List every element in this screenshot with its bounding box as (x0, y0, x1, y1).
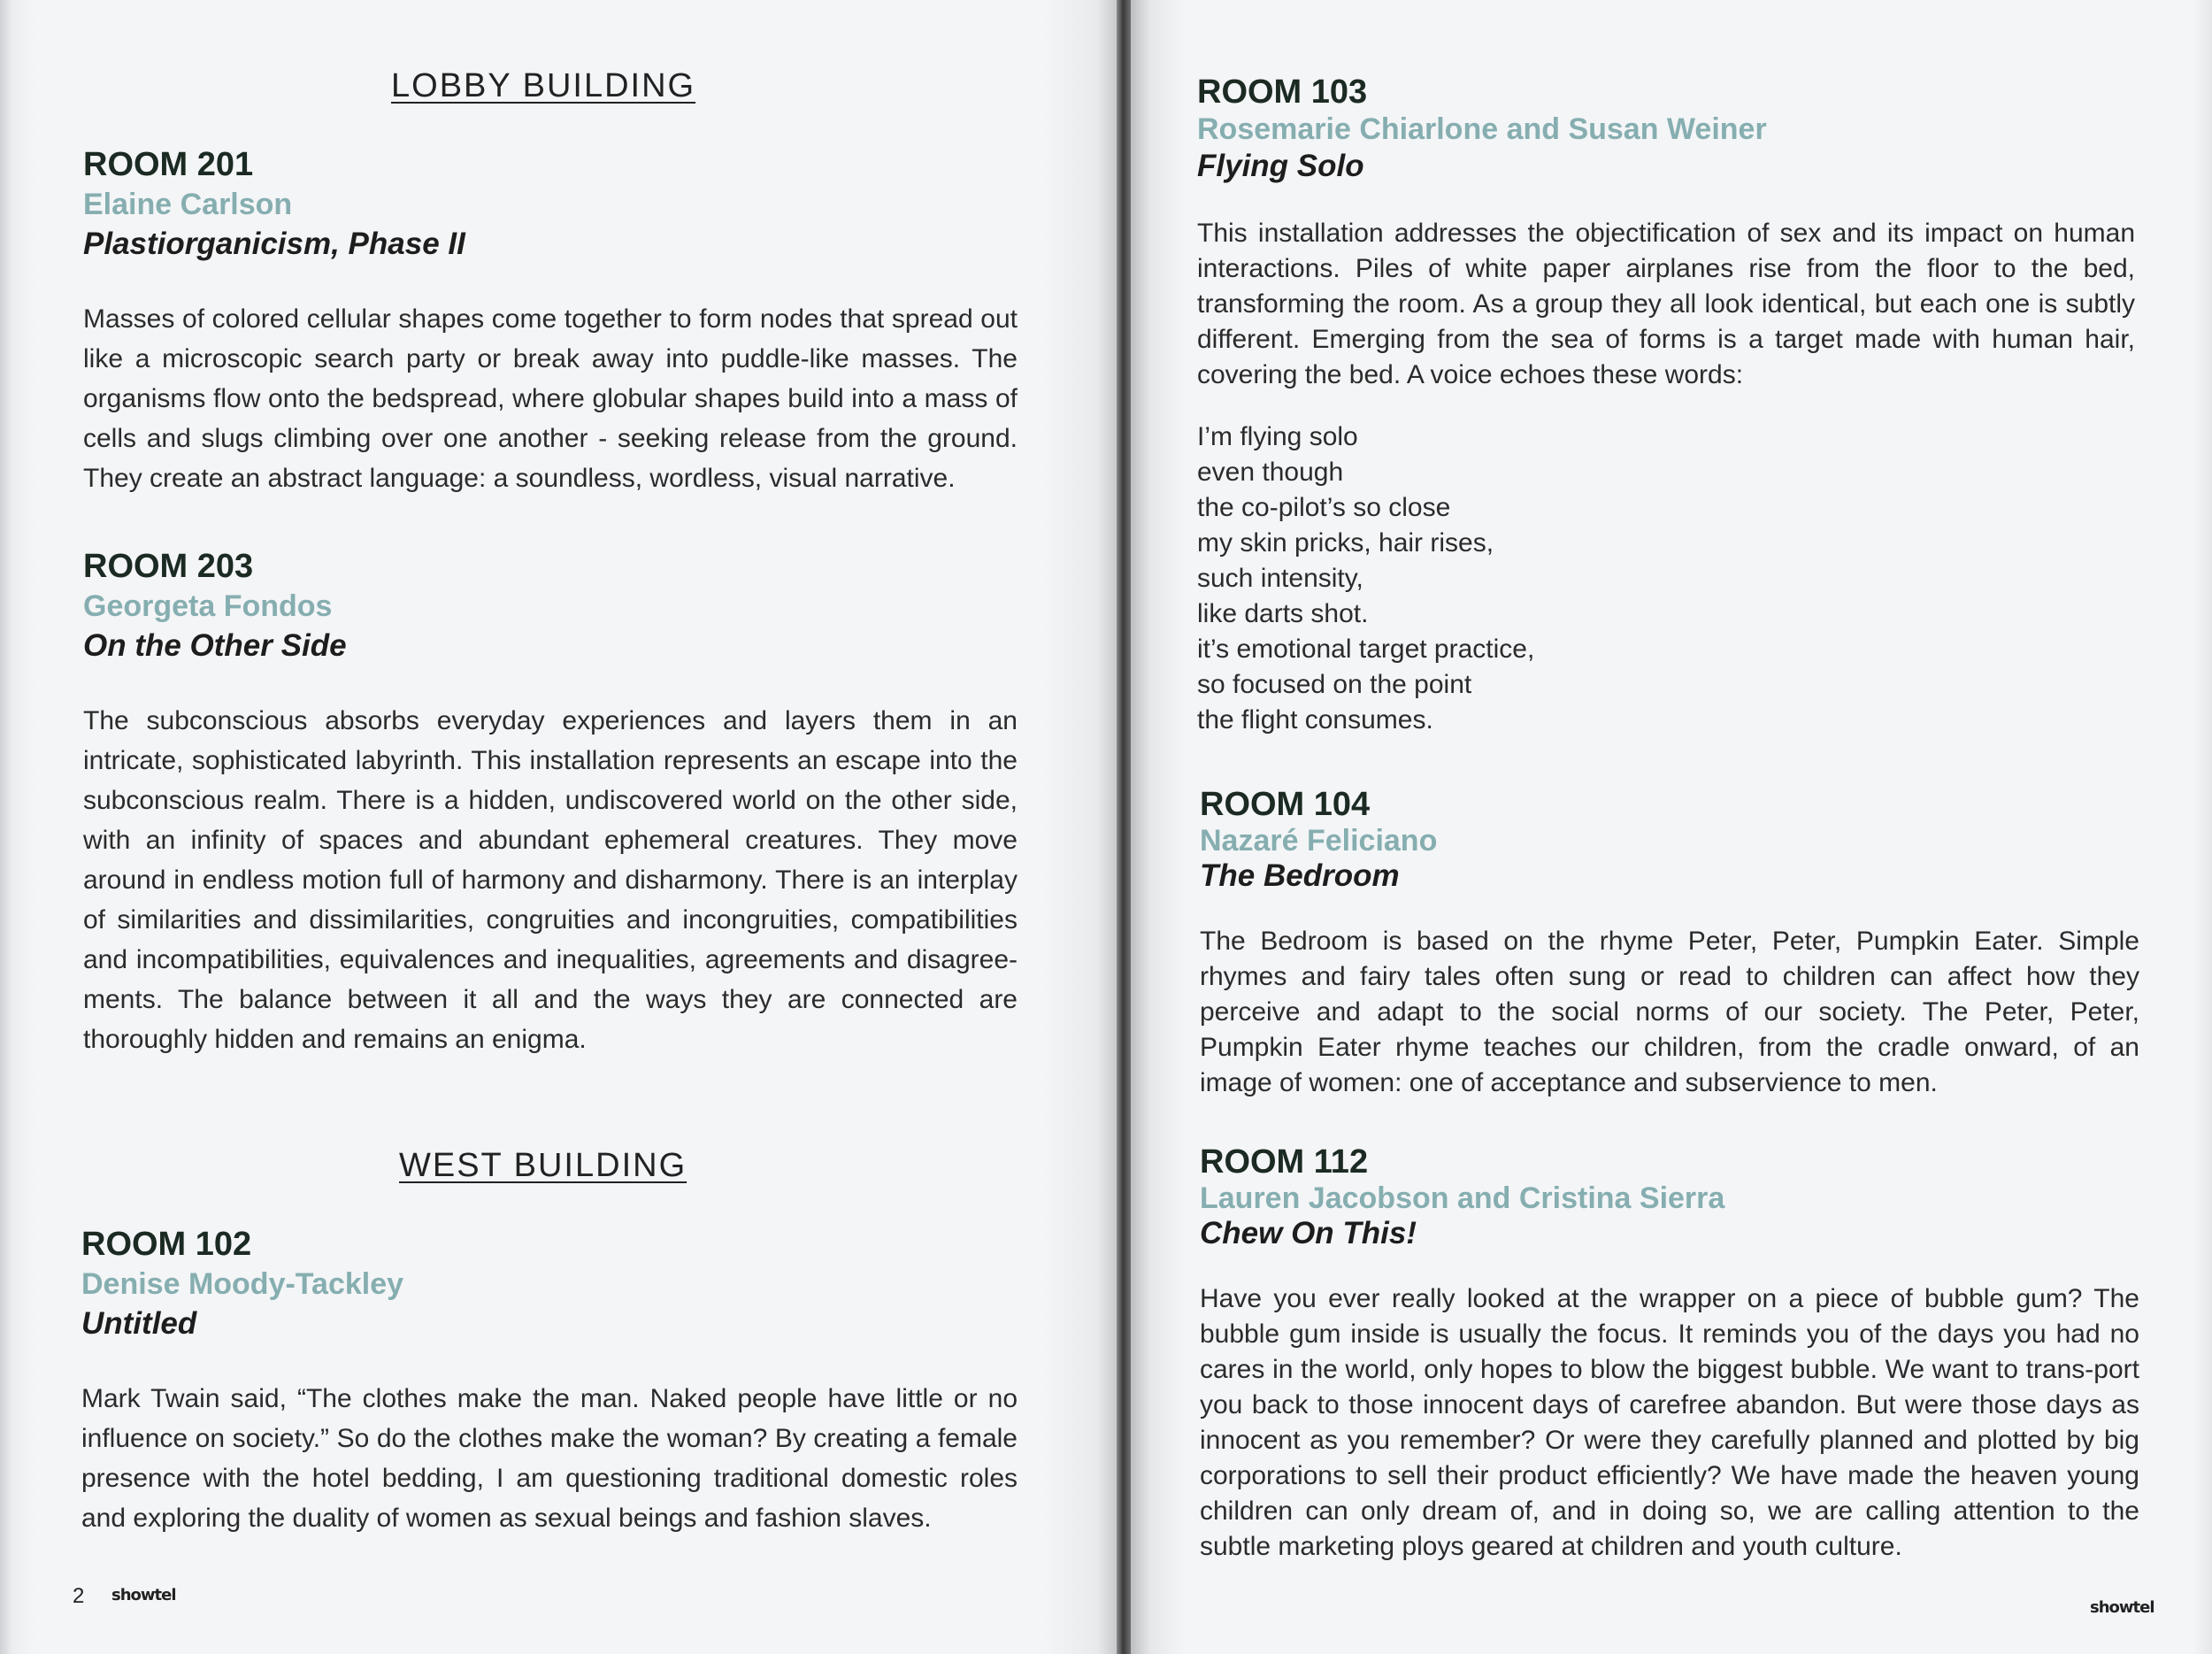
work-title: Chew On This! (1200, 1216, 1417, 1250)
entry-room-104 (1200, 786, 2139, 1101)
poem-line: the co-pilot’s so close (1197, 493, 1451, 522)
poem-line: even though (1197, 458, 1344, 487)
work-description: The Bedroom is based on the rhyme Peter, Peter, Pumpkin Eater. Simple rhymes and fairy tales often sung or read to children can affect how they perceive and adapt to the social norms of our society. The Peter, Peter, Pumpkin Eater rhyme teaches our children, from the cradle onward, of an image of women: one of acceptance and subservience to men. (1200, 927, 2139, 1097)
right-page (1131, 0, 2212, 1654)
entry-room-112 (1200, 1143, 2139, 1565)
work-description: The subconscious absorbs everyday experiences and layers them in an intricate, sophisticated labyrinth. This installation represents an escape into the subconscious realm. There is a hidden, undiscovered world on the other side, with an infinity of spaces and abundant ephemeral creatures. They move around in endless motion full of harmony and disharmony. There is an interplay of similarities and dissimilarities, congruities and incongruities, compatibilities and incompatibilities, equivalences and inequalities, agreements and disagree-ments. The balance between it all and the ways they are connected are thoroughly hidden and remains an enigma. (83, 706, 1018, 1054)
artist-name: Denise Moody-Tackley (81, 1267, 404, 1301)
artist-name: Nazaré Feliciano (1200, 824, 1438, 858)
room-number: ROOM 104 (1200, 786, 1371, 823)
work-title: The Bedroom (1200, 858, 1400, 893)
section-heading-lobby-building: LOBBY BUILDING (391, 67, 696, 104)
poem-line: such intensity, (1197, 564, 1363, 593)
poem-line: the flight consumes. (1197, 705, 1433, 735)
work-title: Untitled (81, 1306, 197, 1341)
poem-line: it’s emotional target practice, (1197, 635, 1535, 664)
artist-name: Elaine Carlson (83, 188, 293, 221)
entry-room-203 (83, 547, 1018, 1059)
room-number: ROOM 102 (81, 1226, 252, 1263)
work-title: Flying Solo (1197, 149, 1364, 183)
room-number: ROOM 103 (1197, 73, 1368, 111)
work-description: Have you ever really looked at the wrapper on a piece of bubble gum? The bubble gum inside is usually the focus. It reminds you of the days you had no cares in the world, only hopes to blow the biggest bubble. We want to trans-port you back to those innocent days of carefree abandon. But were those days as innocent as you remember? Or were they carefully planned and plotted by big corporations to sell their product efficiently? We have made the heaven young children can only dream of, and in doing so, we are calling attention to the subtle marketing ploys geared at children and youth culture. (1200, 1284, 2139, 1561)
entry-room-103 (1197, 73, 2135, 738)
entry-room-102 (81, 1225, 1018, 1538)
artist-name: Lauren Jacobson and Cristina Sierra (1200, 1181, 1725, 1215)
page-number: 2 (73, 1584, 85, 1608)
room-number: ROOM 112 (1200, 1143, 1369, 1181)
showtel-logo: showtel (111, 1586, 176, 1604)
artist-name: Rosemarie Chiarlone and Susan Weiner (1197, 112, 1767, 146)
poem-line: my skin pricks, hair rises, (1197, 528, 1494, 558)
artist-name: Georgeta Fondos (83, 589, 333, 623)
work-title: On the Other Side (83, 628, 347, 663)
book-gutter (1117, 0, 1131, 1654)
poem-line: like darts shot. (1197, 599, 1369, 628)
entry-room-201 (83, 145, 1018, 498)
work-description: Masses of colored cellular shapes come together to form nodes that spread out like a microscopic search party or break away into puddle-like masses. The organisms flow onto the bedspread, where globular shapes build into a mass of cells and slugs climbing over one another - seeking release from the ground. They create an abstract language: a soundless, wordless, visual narrative. (83, 304, 1018, 493)
poem-line: I’m flying solo (1197, 422, 1358, 451)
work-description: This installation addresses the objectification of sex and its impact on human interactions. Piles of white paper airplanes rise from the floor to the bed, transforming the room. As a group they all look identical, but each one is subtly different. Emerging from the sea of forms is a target made with human hair, covering the bed. A voice echoes these words: (1197, 219, 2135, 389)
room-number: ROOM 201 (83, 146, 254, 183)
work-title: Plastiorganicism, Phase II (83, 227, 465, 261)
showtel-logo: showtel (2090, 1598, 2154, 1617)
poem (1197, 419, 2135, 738)
section-heading-west-building: WEST BUILDING (399, 1147, 687, 1184)
poem-line: so focused on the point (1197, 670, 1472, 699)
work-description: Mark Twain said, “The clothes make the man. Naked people have little or no influence on society.” So do the clothes make the woman? By creating a female presence with the hotel bedding, I am questioning traditional domestic roles and exploring the duality of women as sexual beings and fashion slaves. (81, 1384, 1018, 1533)
room-number: ROOM 203 (83, 548, 254, 585)
